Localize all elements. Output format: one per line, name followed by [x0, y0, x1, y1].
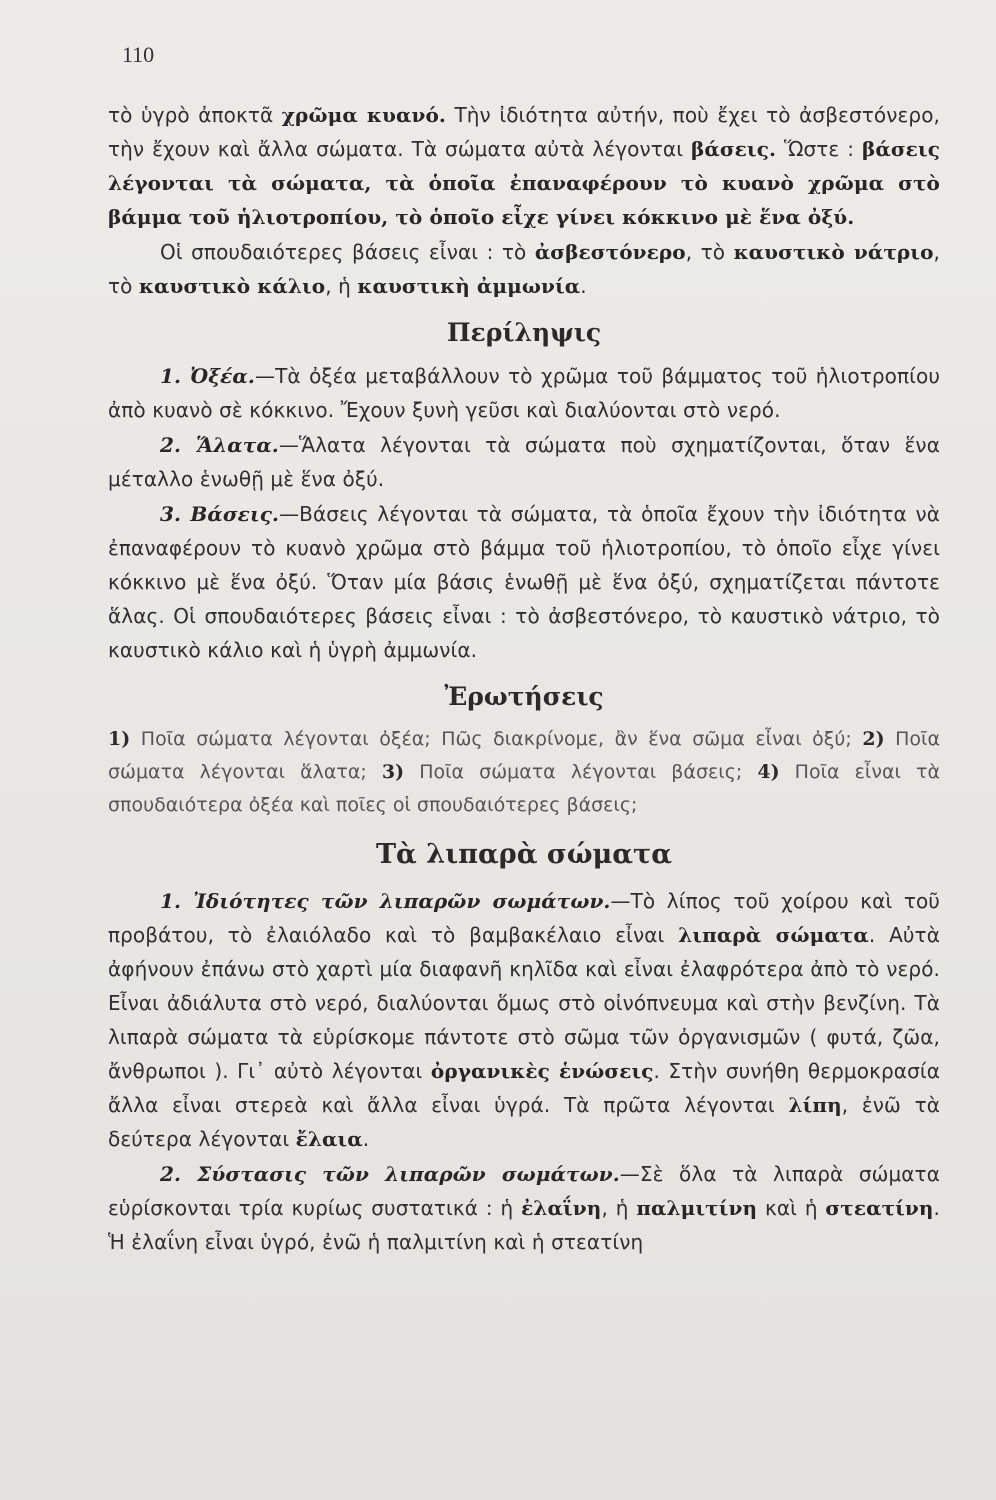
text-run: . Στὴν συνήθη θερμοκρασία ἄλλα εἶναι στερεὰ καὶ ἄλλα εἶναι ὑγρά. Τὰ πρῶτα λέγονται: [108, 1059, 940, 1117]
bold-term: ὀργανικὲς ἑνώσεις: [430, 1059, 654, 1083]
question-number: 2): [862, 728, 885, 750]
text-run: , τὸ: [685, 240, 734, 264]
page-number: 110: [122, 42, 155, 67]
item-label: 2. Σύστασις τῶν λιπαρῶν σωμάτων.: [160, 1162, 620, 1186]
text-run: , ἐνῶ τὰ δεύτερα λέγονται: [108, 1093, 940, 1151]
item-label: 1. Ὀξέα.: [160, 364, 255, 388]
item-label: 2. Ἅλατα.: [160, 433, 279, 457]
text-run: , ἡ: [601, 1196, 637, 1220]
item-text: —Τὰ ὀξέα μεταβάλλουν τὸ χρῶμα τοῦ βάμματος τοῦ ἡλιοτροπίου ἀπὸ κυανὸ σὲ κόκκινο. Ἔχουν ξυνὴ γεῦσι καὶ διαλύονται στὸ νερό.: [108, 364, 940, 422]
section-fat-properties: [108, 884, 940, 1156]
text-run: —Σὲ ὅλα τὰ λιπαρὰ σώματα εὑρίσκονται τρία κυρίως συστατικά : ἡ: [108, 1162, 940, 1220]
text-run: . Ἡ ἐλαΐνη εἶναι ὑγρό, ἐνῶ ἡ παλμιτίνη καὶ ἡ στεατίνη: [108, 1196, 940, 1254]
item-text: —Ἅλατα λέγονται τὰ σώματα ποὺ σχηματίζονται, ὅταν ἕνα μέταλλο ἑνωθῇ μὲ ἕνα ὀξύ.: [108, 433, 940, 491]
bold-term: παλμιτίνη: [636, 1196, 758, 1220]
bold-term: ἐλαΐνη: [521, 1196, 602, 1220]
section-fat-composition: [108, 1157, 940, 1259]
heading-summary: Περίληψις: [446, 318, 602, 347]
text-run: . Αὐτὰ ἀφήνουν ἐπάνω στὸ χαρτὶ μία διαφανῆ κηλῖδα καὶ εἶναι ἐλαφρότερα ἀπὸ τὸ νερό. Εἶναι ἀδιάλυτα στὸ νερό, διαλύονται ὅμως στὸ οἰνόπνευμα καὶ στὴν βενζίνη. Τὰ λιπαρὰ σώματα τὰ εὑρίσκομε πάντοτε στὸ σῶμα τῶν ὀργανισμῶν ( φυτά, ζῶα, ἄνθρωποι ). Γι᾿ αὐτὸ λέγονται: [108, 923, 940, 1083]
item-text: —Βάσεις λέγονται τὰ σώματα, τὰ ὁποῖα ἔχουν τὴν ἰδιότητα νὰ ἐπαναφέρουν τὸ κυανὸ χρῶμα στὸ βάμμα τοῦ ἡλιοτροπίου, τὸ ὁποῖο εἶχε γίνει κόκκινο μὲ ἕνα ὀξύ. Ὅταν μία βάσις ἑνωθῇ μὲ ἕνα ὀξύ, σχηματίζεται πάντοτε ἅλας. Οἱ σπουδαιότερες βάσεις εἶναι : τὸ ἀσβεστόνερο, τὸ καυστικὸ νάτριο, τὸ καυστικὸ κάλιο καὶ ἡ ὑγρὴ ἀμμωνία.: [108, 502, 940, 662]
bold-term: ἔλαια: [295, 1127, 363, 1151]
summary-salts: [108, 428, 940, 496]
questions-block: [108, 723, 940, 822]
bold-term: καυστικὸ κάλιο: [138, 274, 326, 298]
text-run: τὸ ὑγρὸ ἀποκτᾶ: [108, 103, 282, 127]
text-run: , ἡ: [325, 274, 358, 298]
bold-term: χρῶμα κυανό.: [281, 103, 446, 127]
question-number: 1): [108, 728, 131, 750]
summary-bases: [108, 497, 940, 667]
bold-term: βάσεις.: [690, 137, 777, 161]
text-run: , τὸ: [108, 240, 940, 298]
question-text: Ποῖα σώματα λέγονται ἅλατα;: [108, 728, 941, 783]
item-label: 1. Ἰδιότητες τῶν λιπαρῶν σωμάτων.: [160, 889, 611, 913]
page-content: [108, 98, 940, 1260]
text-run: Οἱ σπουδαιότερες βάσεις εἶναι : τὸ: [160, 240, 535, 264]
bold-term: καυστικὸ νάτριο: [733, 240, 934, 264]
text-run: καὶ ἡ: [757, 1196, 826, 1220]
heading-fatty-substances: Τὰ λιπαρὰ σώματα: [375, 839, 673, 870]
bold-term: στεατίνη: [825, 1196, 934, 1220]
question-text: Ποῖα σώματα λέγονται βάσεις;: [404, 761, 758, 783]
bold-term: ἀσβεστόνερο: [534, 240, 686, 264]
question-text: Ποῖα εἶναι τὰ σπουδαιότερα ὀξέα καὶ ποῖες οἱ σπουδαιότερες βάσεις;: [108, 761, 940, 816]
item-label: 3. Βάσεις.: [160, 502, 280, 526]
bold-term: λιπαρὰ σώματα: [678, 923, 869, 947]
question-number: 3): [381, 761, 405, 783]
text-run: Ὥστε :: [776, 137, 862, 161]
heading-questions: Ἐρωτήσεις: [444, 682, 604, 711]
summary-acids: [108, 359, 940, 427]
text-run: —Τὸ λίπος τοῦ χοίρου καὶ τοῦ προβάτου, τὸ ἐλαιόλαδο καὶ τὸ βαμβακέλαιο εἶναι: [108, 889, 940, 947]
bold-term: λίπη: [788, 1093, 842, 1117]
question-text: Ποῖα σώματα λέγονται ὀξέα; Πῶς διακρίνομε, ἂν ἕνα σῶμα εἶναι ὀξύ;: [130, 728, 863, 750]
question-number: 4): [757, 761, 780, 783]
paragraph-important-bases: [108, 235, 940, 303]
paragraph-bases-definition: [108, 98, 940, 234]
bold-term: καυστικὴ ἀμμωνία: [357, 274, 581, 298]
text-run: Τὴν ἰδιότητα αὐτήν, ποὺ ἔχει τὸ ἀσβεστόνερο, τὴν ἔχουν καὶ ἄλλα σώματα. Τὰ σώματα αὐτὰ λέγονται: [108, 103, 940, 161]
bold-definition: βάσεις λέγονται τὰ σώματα, τὰ ὁποῖα ἐπαναφέρουν τὸ κυανὸ χρῶμα στὸ βάμμα τοῦ ἡλιοτροπίου, τὸ ὁποῖο εἶχε γίνει κόκκινο μὲ ἕνα ὀξύ.: [108, 137, 940, 229]
text-run: .: [580, 274, 587, 298]
text-run: .: [362, 1127, 370, 1151]
